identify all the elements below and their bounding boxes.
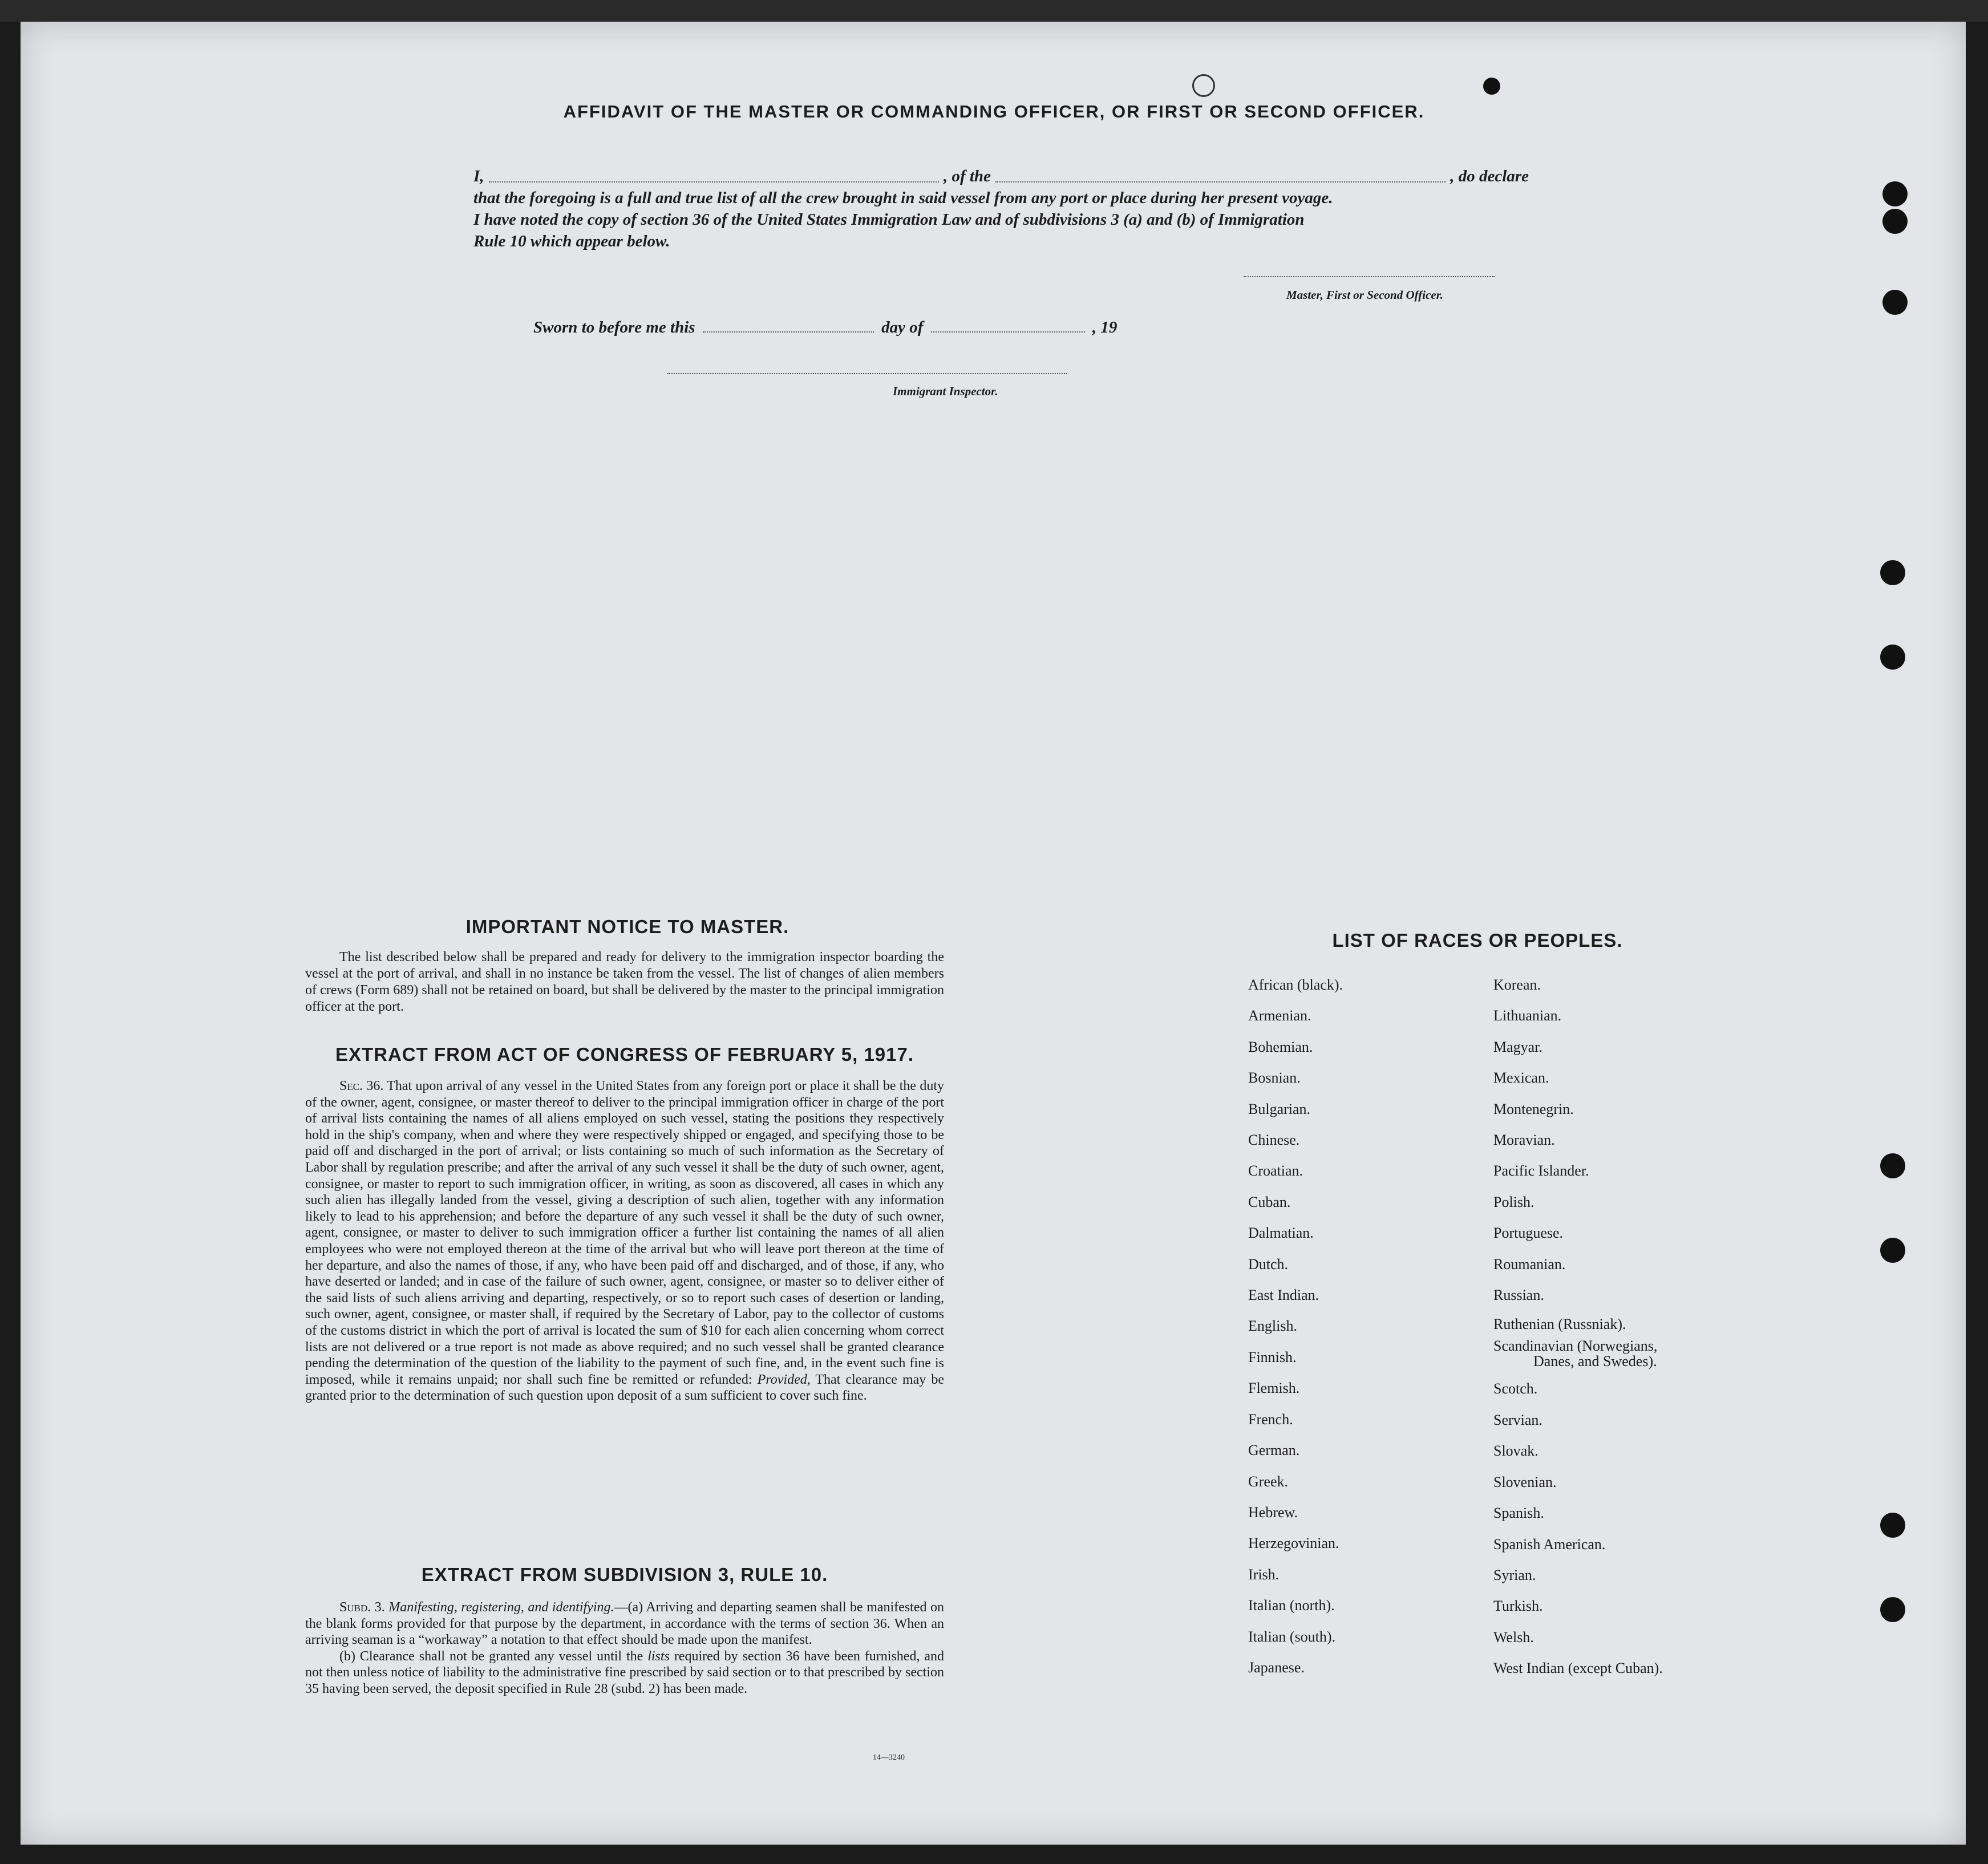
race-item: Roumanian. (1493, 1255, 1566, 1273)
sworn-day-blank (703, 331, 874, 333)
rule-para-b-lists: lists (647, 1648, 670, 1664)
extract-act-body (305, 1078, 944, 1404)
scanner-background (0, 0, 1988, 22)
name-blank (489, 165, 939, 183)
provided-word: Provided, (757, 1372, 811, 1387)
rule-para-b-end: required by section 36 have been furnished, and not then unless notice of liability to the administrative fine prescribed by said section or to that prescribed by section 35 having been served, the deposit specified in Rule 28 (subd. 2) has been made. (305, 1648, 944, 1696)
race-item: Greek. (1248, 1473, 1289, 1490)
extract-act-title: EXTRACT FROM ACT OF CONGRESS OF FEBRUARY 5, 1917. (335, 1044, 914, 1065)
binder-hole (1880, 1597, 1905, 1622)
rule-para-b (305, 1648, 944, 1697)
inspector-signature-line (667, 373, 1067, 374)
race-item: Italian (north). (1248, 1597, 1335, 1614)
notice-title: IMPORTANT NOTICE TO MASTER. (465, 916, 789, 937)
race-item: Bohemian. (1248, 1038, 1313, 1055)
race-item: African (black). (1248, 976, 1343, 993)
race-item: Herzegovinian. (1248, 1535, 1339, 1552)
race-item: Pacific Islander. (1493, 1162, 1589, 1180)
subd-heading: Manifesting, registering, and identifying. (388, 1600, 614, 1615)
race-item: Magyar. (1493, 1038, 1542, 1055)
race-item: Welsh. (1493, 1628, 1534, 1646)
sworn-year: , 19 (1092, 318, 1118, 337)
race-item: Scotch. (1493, 1380, 1538, 1397)
binder-hole (1882, 209, 1908, 234)
race-item: Scandinavian (Norwegians, (1493, 1338, 1658, 1355)
extract-rule-body (305, 1599, 944, 1697)
race-item: Armenian. (1248, 1007, 1311, 1024)
race-item: Portuguese. (1493, 1225, 1564, 1242)
punch-hole (1483, 78, 1500, 95)
race-item: Dalmatian. (1248, 1225, 1314, 1242)
affidavit-line-1 (473, 165, 1529, 187)
race-item: Hebrew. (1248, 1504, 1298, 1521)
race-item: English. (1248, 1318, 1297, 1335)
race-item: Montenegrin. (1493, 1100, 1574, 1117)
binder-hole (1880, 645, 1905, 670)
race-item: Korean. (1493, 976, 1541, 993)
race-item: Spanish American. (1493, 1535, 1606, 1553)
binder-hole (1882, 181, 1908, 206)
master-label: Master, First or Second Officer. (1286, 288, 1443, 302)
binder-hole (1880, 1153, 1905, 1178)
form-number: 14—3240 (873, 1753, 905, 1762)
rule-para-a (305, 1599, 944, 1648)
extract-rule-title: EXTRACT FROM SUBDIVISION 3, RULE 10. (421, 1564, 828, 1585)
race-item: Cuban. (1248, 1193, 1291, 1210)
race-item: Slovak. (1493, 1442, 1538, 1460)
punch-hole (1192, 74, 1215, 97)
races-right-column (1493, 970, 1663, 1684)
races-left-column (1248, 970, 1343, 1683)
affidavit-text (473, 165, 1529, 252)
race-item: Japanese. (1248, 1659, 1305, 1676)
binder-hole (1882, 290, 1908, 315)
inspector-label: Immigrant Inspector. (893, 384, 998, 398)
affidavit-title: AFFIDAVIT OF THE MASTER OR COMMANDING OFFICER, OR FIRST OR SECOND OFFICER. (563, 102, 1425, 121)
race-item: Spanish. (1493, 1505, 1544, 1522)
section-label: Sec. 36. (339, 1079, 384, 1093)
section-text: That upon arrival of any vessel in the United States from any foreign port or place it shall be the duty of the owner, agent, consignee, or master thereof to deliver to the principal immigration officer in charge of the port of arrival lists containing the names of all aliens employed on such vessel, stating the positions they respectively hold in the ship's company, when and where they were respectively shipped or engaged, and specifying those to be paid off and discharged in the port of arrival; or lists containing so much of such information as the Secretary of Labor shall by regulation prescribe; and after the arrival of any such vessel it shall be the duty of such owner, agent, consignee, or master to report to such immigration officer, in writing, as soon as discovered, all cases in which any such alien has illegally landed from the vessel, giving a description of such alien, together with any information likely to lead to his apprehension; and before the departure of any such vessel it shall be the duty of such owner, agent, consignee, or master to deliver to such immigration officer a further list containing the names of all alien employees who were not employed thereon at the time of the arrival but who will leave port thereon at the time of her departure, and also the names of those, if any, who have been paid off and discharged, and of those, if any, who have deserted or landed; and in case of the failure of such owner, agent, consignee, or master so to deliver either of the said lists of such aliens arriving and departing, respectively, or so to report such cases of desertion or landing, such owner, agent, consignee, or master shall, if required by the Secretary of Labor, pay to the collector of customs of the customs district in which the port of arrival is located the sum of $10 for each alien concerning whom correct lists are not delivered or a true report is not made as above required; and no such vessel shall be granted clearance pending the determination of the question of the liability to the payment of such fine, and, in the event such fine is imposed, while it remains unpaid; nor shall such fine be remitted or refunded: (305, 1079, 944, 1387)
race-item: Finnish. (1248, 1348, 1297, 1365)
race-item-continued: Danes, and Swedes). (1533, 1353, 1657, 1370)
notice-body: The list described below shall be prepared and ready for delivery to the immigration inspector boarding the vessel at the port of arrival, and shall in no instance be taken from the vessel. The list of changes of alien members of crews (Form 689) shall not be retained on board, but shall be delivered by the master to the principal immigration officer at the port. (305, 950, 944, 1014)
race-item: French. (1248, 1411, 1293, 1428)
race-item: West Indian (except Cuban). (1493, 1660, 1663, 1677)
race-item: Italian (south). (1248, 1628, 1336, 1645)
race-item: Bosnian. (1248, 1069, 1301, 1087)
affidavit-line-3: I have noted the copy of section 36 of the United States Immigration Law and of subdivisions 3 (a) and (b) of Immigration (473, 210, 1305, 229)
race-item: Servian. (1493, 1411, 1542, 1428)
binder-hole (1880, 560, 1905, 585)
race-item: Ruthenian (Russniak). (1493, 1316, 1626, 1333)
race-item: Croatian. (1248, 1162, 1303, 1180)
rule-para-a-text: —(a) Arriving and departing seamen shall be manifested on the blank forms provided for that purpose by the department, in accordance with the terms of section 36. When an arriving seaman is a “workaway” a notation to that effect should be made upon the manifest. (305, 1600, 944, 1648)
race-item: Syrian. (1493, 1566, 1536, 1583)
binder-hole (1880, 1238, 1905, 1263)
race-item: Turkish. (1493, 1598, 1543, 1615)
race-item: Bulgarian. (1248, 1100, 1311, 1117)
affidavit-i: I, (473, 167, 484, 185)
race-item: Irish. (1248, 1566, 1280, 1583)
affidavit-line-4: Rule 10 which appear below. (473, 232, 670, 250)
affidavit-of-the: , of the (943, 167, 991, 185)
sworn-month-blank (931, 331, 1085, 333)
subd-label: Subd. 3. (339, 1600, 385, 1615)
race-item: Russian. (1493, 1287, 1544, 1304)
rule-para-b-start: (b) Clearance shall not be granted any vessel until the (339, 1648, 643, 1664)
race-item: East Indian. (1248, 1287, 1319, 1304)
affidavit-declare: , do declare (1450, 167, 1529, 185)
races-title: LIST OF RACES OR PEOPLES. (1332, 930, 1623, 951)
master-signature-line (1244, 276, 1495, 277)
section-text-end: That clearance may be granted prior to the determination of such question upon deposit of a sum sufficient to cover such fine. (305, 1372, 945, 1404)
vessel-blank (995, 165, 1446, 183)
binder-hole (1880, 1513, 1905, 1538)
race-item: Polish. (1493, 1193, 1534, 1210)
sworn-line (533, 318, 1117, 337)
race-item: Dutch. (1248, 1255, 1289, 1273)
sworn-prefix: Sworn to before me this (533, 318, 695, 337)
race-item: Slovenian. (1493, 1473, 1557, 1490)
race-item: Lithuanian. (1493, 1007, 1562, 1024)
race-item: Chinese. (1248, 1132, 1300, 1149)
race-item: Moravian. (1493, 1132, 1555, 1149)
race-item: Flemish. (1248, 1380, 1300, 1397)
race-item: Mexican. (1493, 1069, 1549, 1087)
affidavit-line-2: that the foregoing is a full and true list of all the crew brought in said vessel from any port or place during her present voyage. (473, 189, 1333, 207)
sworn-day: day of (881, 318, 924, 337)
race-item: German. (1248, 1442, 1300, 1459)
